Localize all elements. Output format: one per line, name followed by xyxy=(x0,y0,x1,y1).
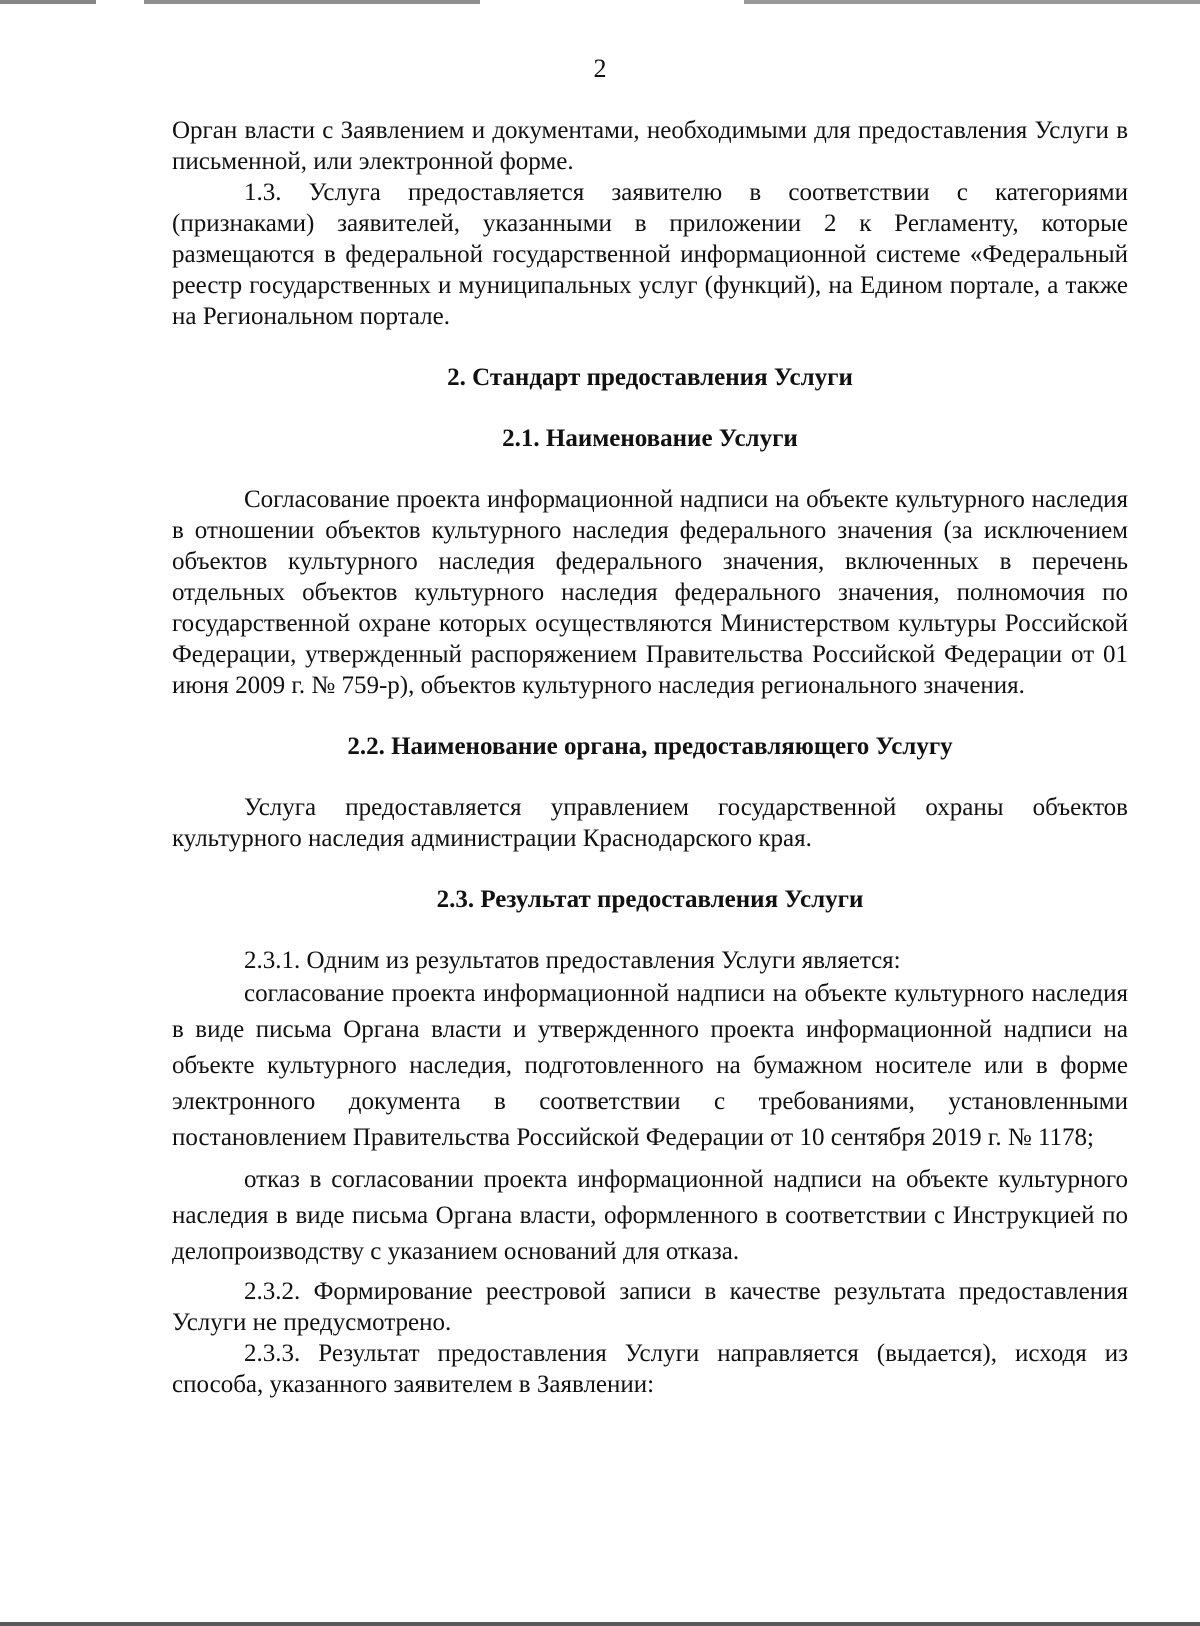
section-heading-2-3: 2.3. Результат предоставления Услуги xyxy=(436,886,864,913)
paragraph-refusal: отказ в согласовании проекта информационной надписи на объекте культурного наследия в виде письма Органа власти, оформленного в соответствии с Инструкцией по делопроизводству с указанием оснований для отказа. xyxy=(172,1166,1128,1265)
page-number: 2 xyxy=(593,54,607,83)
section-heading-2: 2. Стандарт предоставления Услуги xyxy=(447,364,853,391)
paragraph-service-name: Согласование проекта информационной надписи на объекте культурного наследия в отношении объектов культурного наследия федерального значения (за исключением объектов культурного наследия федерального значения, включенных в перечень отдельных объектов культурного наследия федерального значения, полномочия по государственной охране которых осуществляются Министерством культуры Российской Федерации, утвержденный распоряжением Правительства Российской Федерации от 01 июня 2009 г. № 759-р), объектов культурного наследия регионального значения. xyxy=(172,486,1128,699)
paragraph-continuation: Орган власти с Заявлением и документами, необходимыми для предоставления Услуги в письменной, или электронной форме. xyxy=(172,117,1128,175)
paragraph-2-3-1: 2.3.1. Одним из результатов предоставления Услуги является: xyxy=(244,947,901,974)
scan-edge-bottom xyxy=(0,1622,1200,1626)
paragraph-1-3: 1.3. Услуга предоставляется заявителю в соответствии с категориями (признаками) заявителей, указанными в приложении 2 к Регламенту, которые размещаются в федеральной государственной информационной системе «Федеральный реестр государственных и муниципальных услуг (функций), на Едином портале, а также на Региональном портале. xyxy=(172,179,1128,330)
paragraph-2-3-2: 2.3.2. Формирование реестровой записи в качестве результата предоставления Услуги не предусмотрено. xyxy=(172,1278,1128,1336)
scan-edge-top xyxy=(0,0,1200,4)
section-heading-2-1: 2.1. Наименование Услуги xyxy=(502,425,798,452)
paragraph-2-3-3: 2.3.3. Результат предоставления Услуги направляется (выдается), исходя из способа, указанного заявителем в Заявлении: xyxy=(172,1340,1128,1398)
section-heading-2-2: 2.2. Наименование органа, предоставляющего Услугу xyxy=(347,733,953,760)
paragraph-authority: Услуга предоставляется управлением государственной охраны объектов культурного наследия администрации Краснодарского края. xyxy=(172,794,1128,852)
document-body xyxy=(172,115,1128,1400)
paragraph-approval: согласование проекта информационной надписи на объекте культурного наследия в виде письма Органа власти и утвержденного проекта информационной надписи на объекте культурного наследия, подготовленного на бумажном носителе или в форме электронного документа в соответствии с требованиями, установленными постановлением Правительства Российской Федерации от 10 сентября 2019 г. № 1178; xyxy=(172,980,1128,1151)
